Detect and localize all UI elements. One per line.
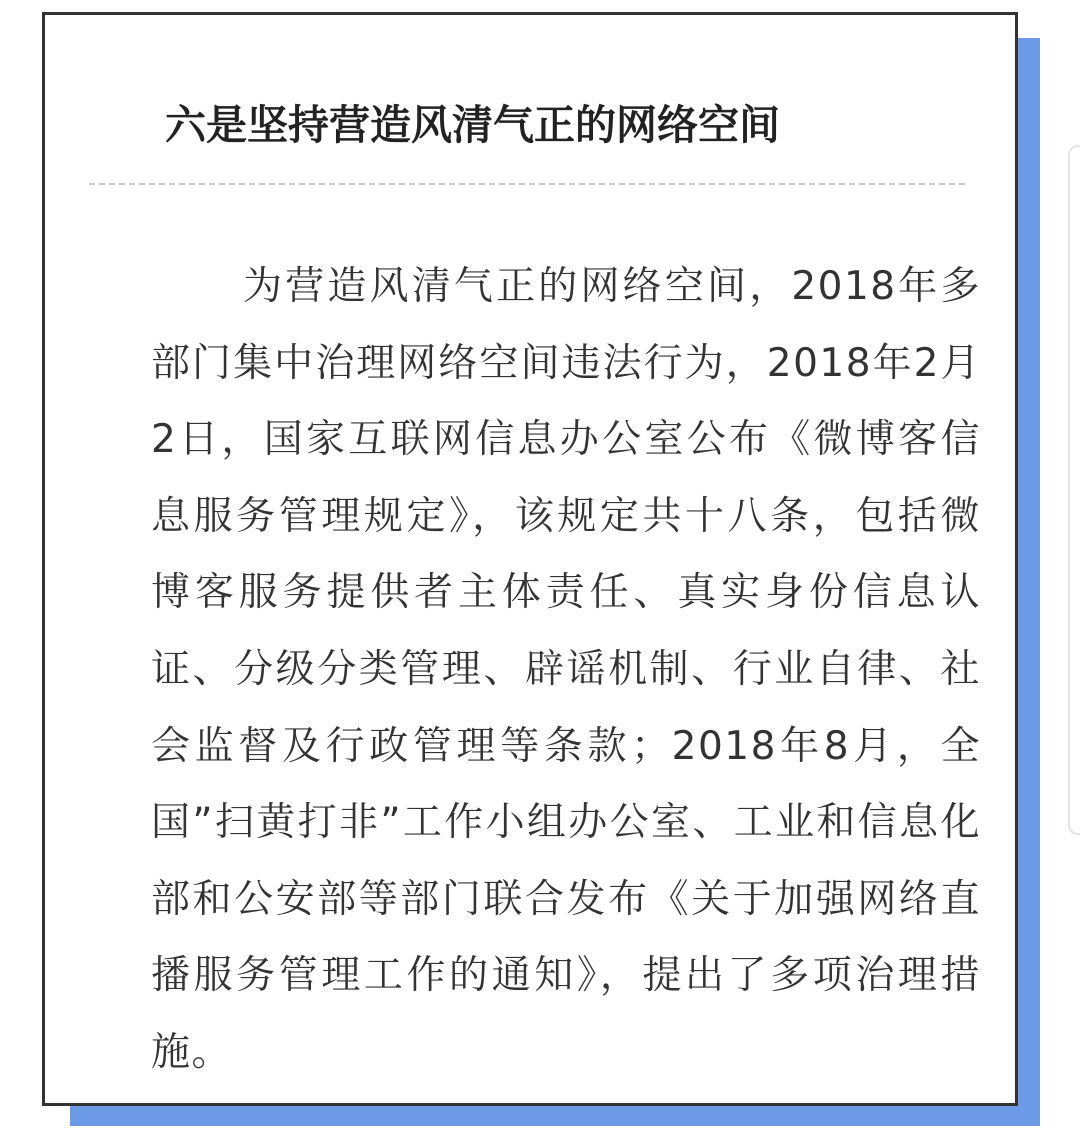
article-body-paragraph: 为营造风清气正的网络空间，2018年多部门集中治理网络空间违法行为，2018年2月2日，国家互联网信息办公室公布《微博客信息服务管理规定》，该规定共十八条，包括微博客服务提供者主体责任、真实身份信息认证、分级分类管理、辟谣机制、行业自律、社会监督及行政管理等条款；2018年8月，全国”扫黄打非”工作小组办公室、工业和信息化部和公安部等部门联合发布《关于加强网络直播服务管理工作的通知》，提出了多项治理措施。 xyxy=(151,264,981,1075)
article-card xyxy=(42,12,1018,1106)
dashed-divider xyxy=(89,183,965,185)
scroll-edge-handle[interactable] xyxy=(1068,145,1080,835)
section-heading: 六是坚持营造风清气正的网络空间 xyxy=(165,101,780,149)
